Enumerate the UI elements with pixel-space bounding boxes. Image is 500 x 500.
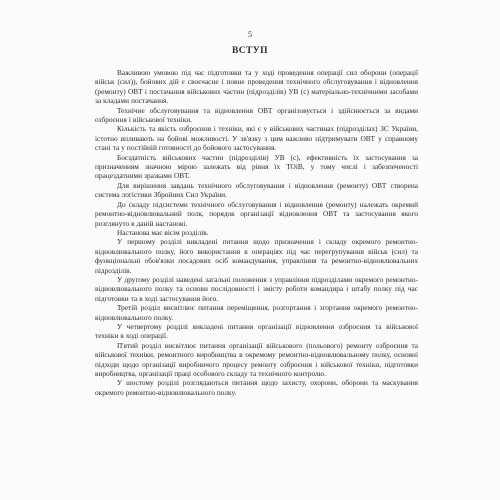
paragraph: У другому розділі наведені загальні положення з управління підрозділами окремого ремонтно-відновлювального полку та основи послідовності і змісту роботи командира і штабу полку під час підготовки та в ході застосування його.: [95, 274, 418, 303]
paragraph: У шостому розділі розглядаються питання щодо захисту, охорони, оборони та маскування окремого ремонтно-відновлювального полку.: [95, 378, 418, 397]
paragraph: Настанова має вісім розділів.: [117, 227, 209, 237]
document-body: [95, 68, 418, 397]
paragraph: Боєздатність військових частин (підрозділів) УВ (с), ефективність їх застосування за призначенням значною мірою залежать від рівня їх ТОіВ, у тому числі і забезпеченості працездатними зразками ОВТ.: [95, 152, 418, 181]
paragraph: Важливою умовою під час підготовки та у ході проведення операції сил оборони (операції військ (сил)), бойових дій є своєчасне і повне проведення технічного обслуговування і відновлення (ремонту) ОВТ і постачання військових частин (підрозділів) УВ (с) матеріально-технічними засобами за кладами постачання.: [95, 68, 418, 106]
paragraph: До складу підсистеми технічного обслуговування і відновлення (ремонту) належать окремий ремонтно-відновлювальний полк, порядок організації відновлення ОВТ та застосування якого розглянуто в даній настанові.: [95, 199, 418, 228]
paragraph: Для вирішення завдань технічного обслуговування і відновлення (ремонту) ОВТ створена система логістики Збройних Сил України.: [95, 180, 418, 200]
paragraph: П'ятий розділ висвітлює питання організації військового (польового) ремонту озброєння та військової техніки, ремонтного виробництва в окремому ремонтно-відновлювальному полку, основні підходи щодо організації виробничого процесу ремонту озброєння і військової техніки, підготовки виробництва, організації праці особового складу та технічного контролю.: [95, 340, 418, 378]
section-heading: ВСТУП: [232, 46, 268, 56]
page-number: 5: [248, 30, 252, 39]
paragraph: Кількість та якість озброєння і техніки, які є у військових частинах (підрозділах) ЗС України, істотно впливають на бойові можливості. У зв'язку з цим важливо підтримувати ОВТ у справному стані та у постійній готовності до бойового застосування.: [95, 124, 418, 153]
paragraph: Технічне обслуговування та відновлення ОВТ організовується і здійснюється за видами озброєння і військової техніки.: [95, 105, 418, 125]
paragraph: Третій розділ висвітлює питання переміщення, розгортання і згортання окремого ремонтно-відновлювального полку.: [95, 303, 418, 322]
paragraph: У першому розділі викладені питання щодо призначення і складу окремого ремонтно-відновлювального полку, його використання в операціях під час перегрупування військ (сил) та функціональні обов'язки посадових осіб командування, управління та ремонтно-відновлювальних підрозділів.: [95, 237, 418, 275]
paragraph: У четвертому розділі викладені питання організації відновлення озброєння та військової техніки в ході операції.: [95, 321, 418, 341]
